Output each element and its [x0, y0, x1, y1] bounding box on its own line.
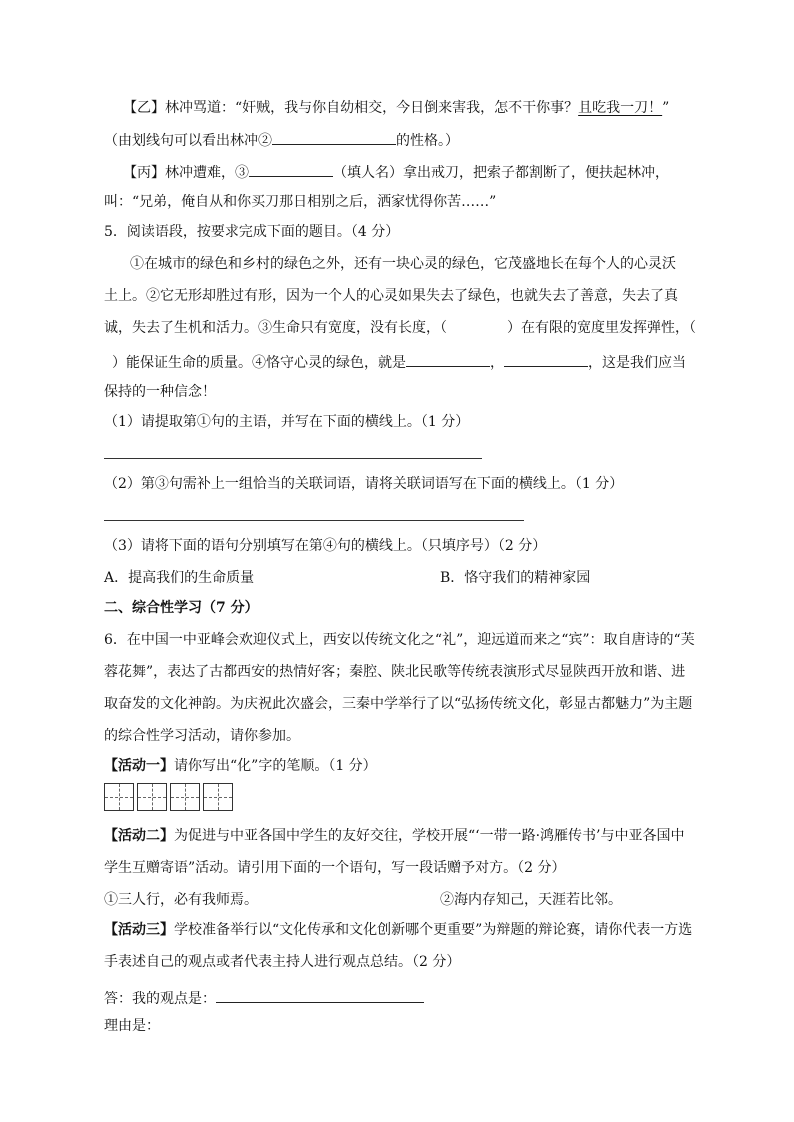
- q4-yi-note: （由划线句可以看出林冲② 的性格。）: [104, 128, 459, 151]
- option-b: B．恪守我们的精神家园: [440, 570, 591, 586]
- activity1: 【活动一】请你写出“化”字的笔顺。（1 分）: [104, 758, 377, 774]
- activity3: 【活动三】学校准备举行以“文化传承和文化创新哪个更重要”为辩题的辩论赛，请你代表一方选: [104, 922, 693, 938]
- activity2-label: 【活动二】: [104, 828, 174, 844]
- blank-4b[interactable]: [504, 350, 588, 367]
- activity3-line-2: 手表述自己的观点或者代表主持人进行观点总结。（2 分）: [104, 954, 461, 970]
- q5-para-line-2: 土上。②它无形却胜过有形，因为一个人的心灵如果失去了绿色，也就失去了善意，失去了真: [104, 288, 678, 304]
- q5-sub2: （2）第③句需补上一组恰当的关联词语，请将关联词语写在下面的横线上。（1 分）: [104, 476, 624, 492]
- activity2-option-2: ②海内存知己，天涯若比邻。: [440, 892, 622, 908]
- blank-4a[interactable]: [406, 350, 490, 367]
- yi-underlined-sentence: 且吃我一刀！: [578, 100, 663, 116]
- q6-line-1: 6．在中国一中亚峰会欢迎仪式上，西安以传统文化之“礼”，迎远道而来之“宾”：取自唐诗的“芙: [104, 632, 695, 648]
- answer-viewpoint: 答：我的观点是：: [104, 986, 424, 1009]
- activity2-line-2: 学生互赠寄语”活动。请引用下面的一个语句，写一段话赠予对方。（2 分）: [104, 860, 566, 876]
- q6-line-4: 的综合性学习活动，请你参加。: [104, 728, 300, 744]
- q6-line-3: 取奋发的文化神韵。为庆祝此次盛会，三秦中学举行了以“弘扬传统文化，彰显古都魅力”为主题: [104, 696, 693, 712]
- q5-para-line-1: ①在城市的绿色和乡村的绿色之外，还有一块心灵的绿色，它茂盛地长在每个人的心灵沃: [130, 256, 676, 272]
- answer-line-sub1[interactable]: [104, 458, 482, 459]
- q6-line-2: 蓉花舞”，表达了古都西安的热情好客；秦腔、陕北民歌等传统表演形式尽显陕西开放和谐、进: [104, 664, 686, 680]
- bing-label: 【丙】: [123, 165, 165, 181]
- activity1-label: 【活动一】: [104, 758, 174, 774]
- q5-sub1: （1）请提取第①句的主语，并写在下面的横线上。（1 分）: [104, 414, 470, 430]
- tianzige-box[interactable]: [170, 783, 200, 811]
- stroke-order-grid: [104, 783, 233, 811]
- q4-bing-line: 【丙】林冲遭难，③ （填人名）拿出戒刀，把索子都割断了，便扶起林冲，: [123, 160, 669, 183]
- q5-para-line-4: ）能保证生命的质量。④恪守心灵的绿色，就是 ， ，这是我们应当: [104, 350, 686, 373]
- option-a: A．提高我们的生命质量: [104, 570, 255, 586]
- blank-2[interactable]: [272, 128, 396, 145]
- tianzige-box[interactable]: [104, 783, 134, 811]
- q4-yi-line: 【乙】林冲骂道：“奸贼，我与你自幼相交，今日倒来害我，怎不干你事？且吃我一刀！”: [123, 100, 670, 116]
- q5-para-line-3: 诚，失去了生机和活力。③生命只有宽度，没有长度，（ ）在有限的宽度里发挥弹性，（: [104, 320, 696, 336]
- tianzige-box[interactable]: [203, 783, 233, 811]
- activity2: 【活动二】为促进与中亚各国中学生的友好交往，学校开展“‘一带一路·鸿雁传书’与中亚各国中: [104, 828, 685, 844]
- q4-bing-line-2: 叫：“兄弟，俺自从和你买刀那日相别之后，洒家忧得你苦……”: [104, 194, 497, 210]
- answer-line-sub2[interactable]: [104, 520, 524, 521]
- yi-text: 林冲骂道：“奸贼，我与你自幼相交，今日倒来害我，怎不干你事？: [165, 100, 579, 116]
- activity2-option-1: ①三人行，必有我师焉。: [104, 892, 258, 908]
- blank-3[interactable]: [249, 160, 333, 177]
- yi-label: 【乙】: [123, 100, 165, 116]
- activity3-label: 【活动三】: [104, 922, 174, 938]
- section2-title: 二、综合性学习（7 分）: [104, 600, 259, 616]
- reason-label: 理由是：: [104, 1018, 160, 1034]
- q5-para-line-5: 保持的一种信念！: [104, 384, 216, 400]
- viewpoint-blank[interactable]: [216, 986, 424, 1003]
- tianzige-box[interactable]: [137, 783, 167, 811]
- q5-title: 5．阅读语段，按要求完成下面的题目。（4 分）: [104, 224, 400, 240]
- q5-sub3: （3）请将下面的语句分别填写在第④句的横线上。（只填序号）（2 分）: [104, 538, 547, 554]
